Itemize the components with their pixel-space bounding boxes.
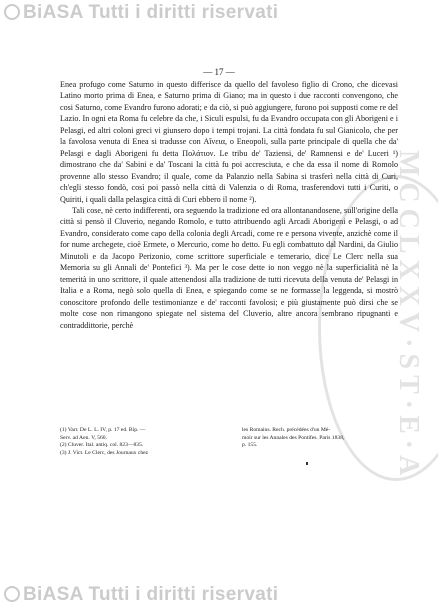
- printer-mark: [306, 462, 308, 465]
- footnotes-left-column: [60, 427, 228, 457]
- watermark-bottom: [4, 584, 438, 606]
- footnotes-right-column: [242, 427, 398, 450]
- seal-lettering: MCCLXXV·ST·E·A: [393, 150, 424, 482]
- watermark-bottom-text: BiASA Tutti i diritti riservati: [23, 584, 279, 605]
- footnote-line: (2) Cluver. Ital. antiq. col. 823—835.: [60, 442, 144, 449]
- paragraph-1: Enea profugo come Saturno in questo differisce da quello del favoleso figlio di Crono, che dicevasi Latino morto prima di Enea, e Saturno prima di Giano; ma in questo i due racconti convengono, che cosi Saturno, come Evandro furono adorati; e da ciò, si può aggiungere, furono poi supposti come re del Lazio. In ogni eta Roma fu celebre da che, i Siculi espulsi, fu da Evandro occupata con gli Aborigeni e i Pelasgi, ed altri coloni greci vi giunsero dopo i tempi trojani. La città fondata fu sul Gianicolo, che per la favolosa venuta di Enea si tradusse con Αἴνεια, o Eneopoli, sulla parte principale di quella che da' Pelasgi e dagli Aborigeni fu detta Πολάτιον. Le tribu de' Taziensi, de' Ramnensi e de' Luceri ¹) dimostrano che da' Sabini e da' Toscani la città fu poi accresciuta, e che da essa il nome di Romolo provenne allo stesso Evandro; il quale, come da Palanzio nella Sabina si trasferì nella città di Curi, ch'egli stesso fondò, così poi passò nella città di Valenzia o di Roma, trasferendovi tutti i Curiti, o Quiriti, i quali dalla pelasgica città di Curi ebbero il nome ²).: [60, 80, 398, 204]
- footnote-line: les Romains. Rech. précédées d'un Mé-: [242, 427, 331, 433]
- library-logo-icon: [4, 586, 20, 602]
- footnote-line: moir sur les Annales des Pontifes. Paris 1838,: [242, 434, 345, 441]
- footnote-line: (1) Varr. De L. L. IV, p. 17 ed. Bip. —: [60, 427, 146, 433]
- watermark-top-text: BiASA Tutti i diritti riservati: [23, 2, 279, 23]
- paragraph-2: Tali cose, nè certo indifferenti, ora seguendo la tradizione ed ora allontanandosene, sull'origine della città si pensò il Cluverio, negando Romolo, e tutto attribuendo agli Arcadi Aborigeni e Pelasgi, o ad Evandro, considerato come capo della colonia degli Arcadi, come re e persona vivente, anzichè come il for nume archegete, cioè Ermete, o Mercurio, come ho detto. Fu egli combattuto dal Nardini, da Giulio Minutoli e da Jacopo Perizonio, come scrittore superficiale e temerario, dice Le Clerc nella sua Memoria su gli Annali de' Pontefici ³). Ma per le cose dette io non veggo nè la superficialità nè la temerità in uno scrittore, il quale attenendosi alla tradizione de tutti ricevuta della venuta de' Pelasgi in Italia e a Roma, negò solo quella di Enea, e spiegando come se ne formasse la leggenda, si mostrò conoscitore profondo delle testimonianze e de' racconti favolosi; e più giustamente può dirsi che se molte cose non rimangono spiegate nel sistema del Cluverio, altre ancora sembrano ripugnanti e contraddittorie, perchè: [60, 205, 398, 330]
- main-text: [60, 79, 398, 331]
- footnote-line: p. 155.: [242, 442, 258, 449]
- footnote-line: Serv. ad Aen. V, 560.: [60, 434, 107, 441]
- footnote-line: (3) J. Vict. Le Clerc, des Journaux chez: [60, 449, 149, 456]
- library-logo-icon: [4, 4, 20, 20]
- page-number: — 17 —: [203, 67, 235, 77]
- watermark-top: [4, 2, 438, 24]
